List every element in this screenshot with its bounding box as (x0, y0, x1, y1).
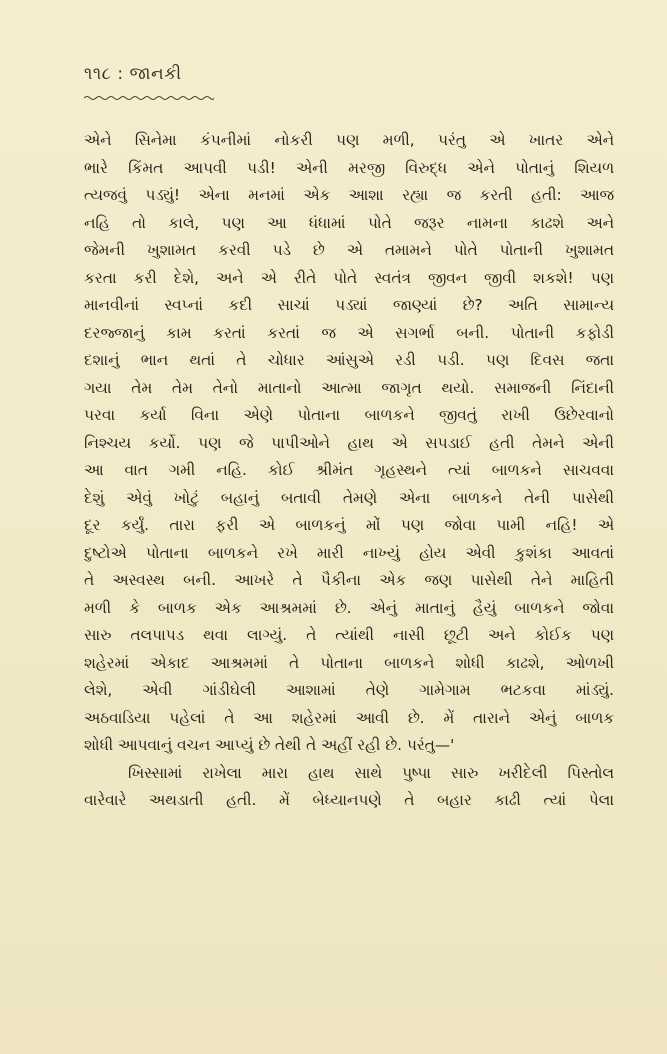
decorative-wavy-rule (84, 94, 214, 102)
text-line: દશાનું ભાન થતાં તે ચોધાર આંસુએ રડી પડી. પણ દિવસ જતા (84, 351, 614, 369)
page-number-and-title: ૧૧૮ : જાનકી (84, 64, 182, 84)
text-line: અઠવાડિયા પહેલાં તે આ શહેરમાં આવી છે. મેં તારાને એનું બાળક (84, 708, 614, 727)
text-line: દૂર કર્યું. તારા ફરી એ બાળકનું મોં પણ જોવા પામી નહિ! એ (84, 516, 614, 534)
text-line: સારુ તલપાપડ થવા લાગ્યું. તે ત્યાંથી નાસી છૂટી અને કોઈક પણ (84, 626, 614, 644)
text-line: તે અસ્વસ્થ બની. આખરે તે પૈકીના એક જણ પાસેથી તેને માહિતી (84, 571, 614, 589)
text-line: દેશું એવું ખોટું બહાનું બતાવી તેમણે એના બાળકને તેની પાસેથી (84, 488, 614, 507)
text-line: વારેવારે અથડાતી હતી. મેં બેધ્યાનપણે તે બહાર કાઢી ત્યાં પેલા (84, 791, 614, 809)
text-line: લેશે, એવી ગાંડીઘેલી આશામાં તેણે ગામેગામ ભટકવા માંડ્યું. (84, 681, 614, 699)
page-header (84, 64, 284, 104)
text-line: જેમની ખુશામત કરવી પડે છે એ તમામને પોતે પોતાની ખુશામત (84, 241, 614, 259)
text-line: નિશ્ચય કર્યો. પણ જે પાપીઓને હાથ એ સપડાઈ હતી તેમને એની (84, 433, 614, 452)
text-line: મળી કે બાળક એક આશ્રમમાં છે. એનું માતાનું હૈયું બાળકને જોવા (84, 598, 614, 617)
text-line: પરવા કર્યા વિના એણે પોતાના બાળકને જીવતું રાખી ઉછેરવાનો (84, 406, 614, 424)
text-line: કરતા કરી દેશે, અને એ રીતે પોતે સ્વતંત્ર જીવન જીવી શકશે! પણ (84, 268, 614, 287)
text-line: શહેરમાં એકાદ આશ્રમમાં તે પોતાના બાળકને શોધી કાઢશે, ઓળખી (84, 653, 614, 672)
text-line: આ વાત ગમી નહિ. કોઈ શ્રીમંત ગૃહસ્થને ત્યાં બાળકને સાચવવા (84, 461, 614, 479)
text-line: ગયા તેમ તેમ તેનો માતાનો આત્મા જાગૃત થયો. સમાજની નિંદાની (84, 378, 614, 397)
text-line: ત્યજવું પડ્યું! એના મનમાં એક આશા રહ્યા જ કરતી હતી: આજ (84, 186, 614, 204)
text-line: દુષ્ટોએ પોતાના બાળકને રખે મારી નાખ્યું હોય એવી કુશંકા આવતાં (84, 543, 614, 562)
text-line: શોધી આપવાનું વચન આપ્યું છે તેથી તે અહીં રહી છે. પરંતુ—' (84, 736, 455, 754)
text-line: માનવીનાં સ્વપ્નાં કદી સાચાં પડ્યાં જાણ્યાં છે? અતિ સામાન્ય (84, 296, 614, 314)
body-text (84, 127, 614, 815)
text-line: દરજ્જાનું કામ કરતાં કરતાં જ એ સગર્ભા બની. પોતાની કફોડી (84, 323, 614, 342)
text-line: નહિ તો કાલે, પણ આ ધંધામાં પોતે જરૂર નામના કાઢશે અને (84, 213, 614, 232)
text-line: એને સિનેમા કંપનીમાં નોકરી પણ મળી, પરંતુ એ ખાતર એને (84, 131, 614, 149)
text-line: ભારે કિંમત આપવી પડી! એની મરજી વિરુદ્ધ એને પોતાનું શિયળ (84, 158, 614, 177)
text-line-paragraph-start: ખિસ્સામાં રાખેલા મારા હાથ સાથે પુષ્પા સારુ ખરીદેલી પિસ્તોલ (128, 763, 614, 782)
